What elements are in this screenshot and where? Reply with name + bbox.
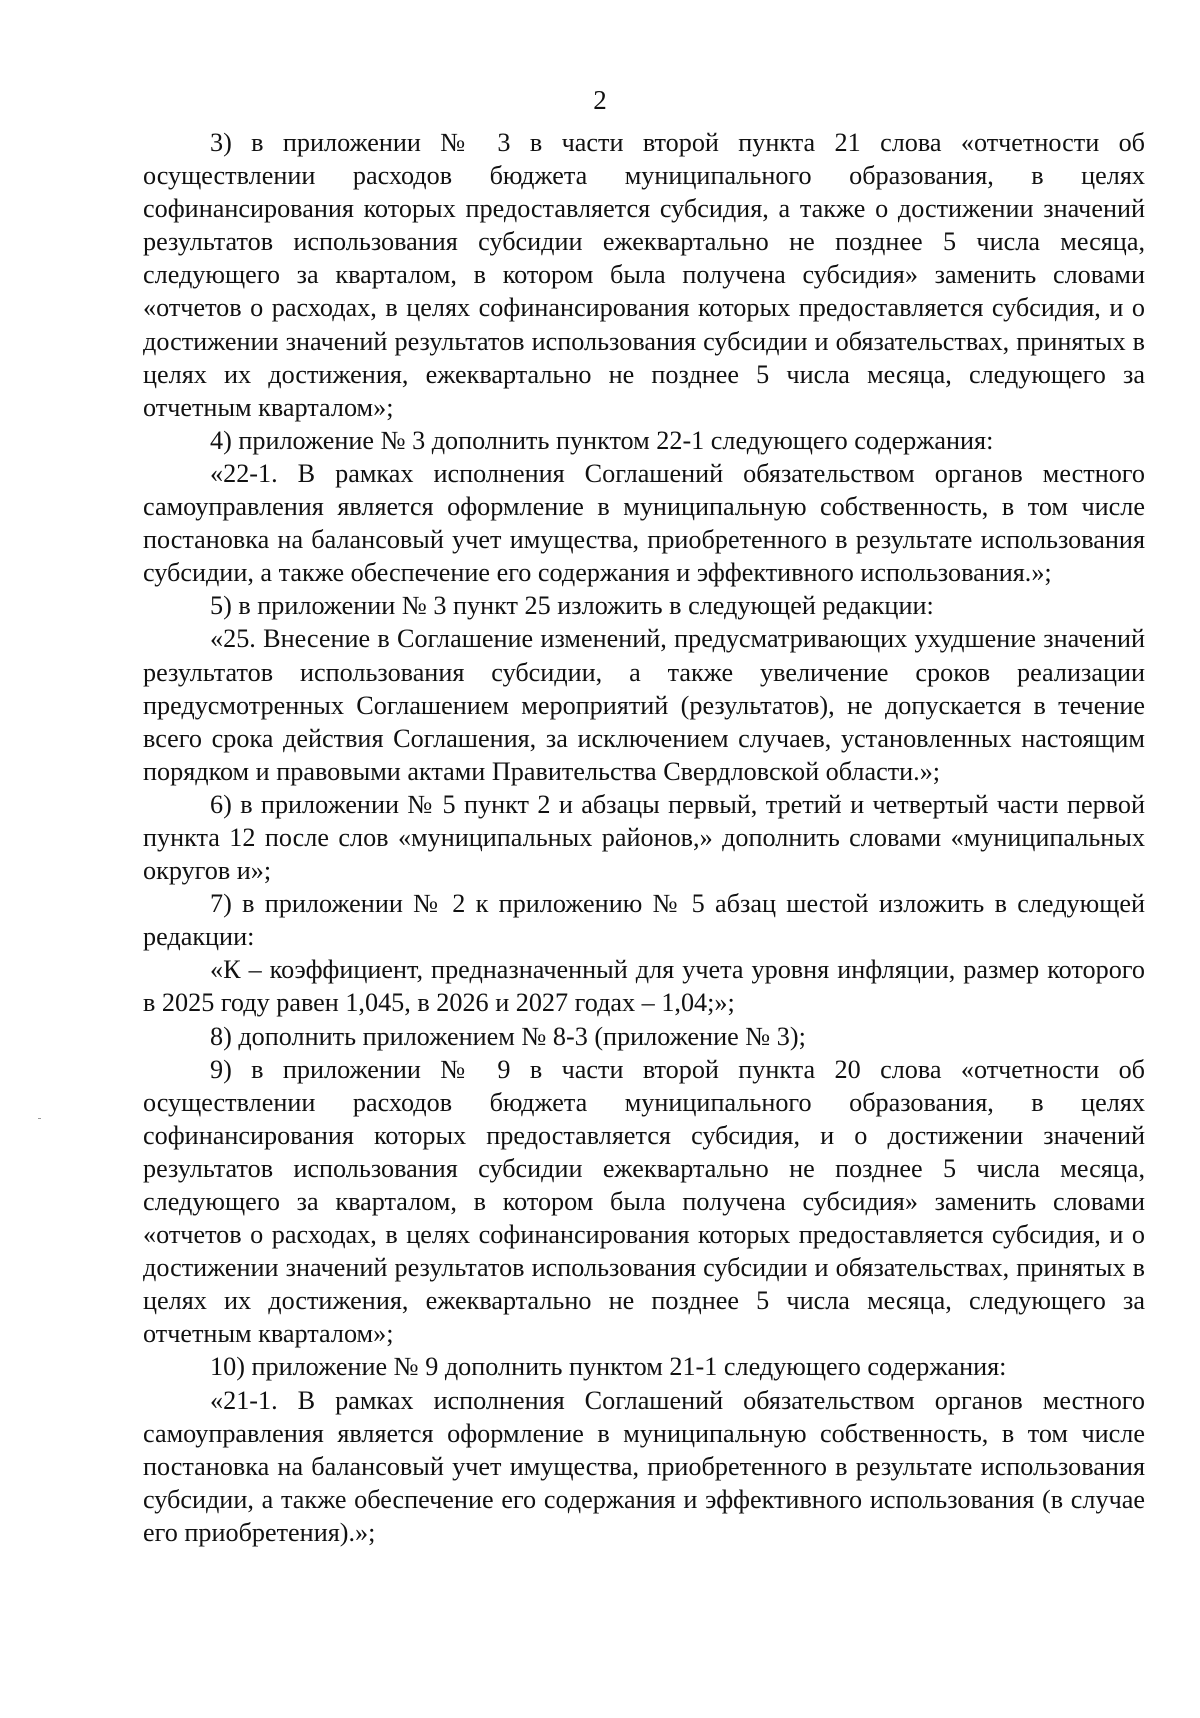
paragraph-quote-21-1: «21-1. В рамках исполнения Соглашений обязательством органов местного самоуправления является оформление в муниципальную собственность, в том числе постановка на балансовый учет имущества, приобретенного в результате использования субсидии, а также обеспечение его содержания и эффективного использования (в случае его приобретения).»;	[143, 1385, 1145, 1547]
paragraph-quote-22-1: «22-1. В рамках исполнения Соглашений обязательством органов местного самоуправления является оформление в муниципальную собственность, в том числе постановка на балансовый учет имущества, приобретенного в результате использования субсидии, а также обеспечение его содержания и эффективного использования.»;	[143, 458, 1145, 588]
paragraph-item-6: 6) в приложении № 5 пункт 2 и абзацы первый, третий и четвертый части первой пункта 12 после слов «муниципальных районов,» дополнить словами «муниципальных округов и»;	[143, 789, 1145, 886]
paragraph-item-8: 8) дополнить приложением № 8-3 (приложение № 3);	[210, 1021, 806, 1051]
paragraph-item-9: 9) в приложении № 9 в части второй пункта 20 слова «отчетности об осуществлении расходов бюджета муниципального образования, в целях софинансирования которых предоставляется субсидия, и о достижении значений результатов использования субсидии ежеквартально не позднее 5 числа месяца, следующего за кварталом, в котором была получена субсидия» заменить словами «отчетов о расходах, в целях софинансирования которых предоставляется субсидия, и о достижении значений результатов использования субсидии и обязательствах, принятых в целях их достижения, ежеквартально не позднее 5 числа месяца, следующего за отчетным кварталом»;	[143, 1054, 1145, 1349]
document-body	[143, 126, 1145, 1549]
paragraph-item-3: 3) в приложении № 3 в части второй пункта 21 слова «отчетности об осуществлении расходов бюджета муниципального образования, в целях софинансирования которых предоставляется субсидия, а также о достижении значений результатов использования субсидии ежеквартально не позднее 5 числа месяца, следующего за кварталом, в котором была получена субсидия» заменить словами «отчетов о расходах, в целях софинансирования которых предоставляется субсидия, и о достижении значений результатов использования субсидии и обязательствах, принятых в целях их достижения, ежеквартально не позднее 5 числа месяца, следующего за отчетным кварталом»;	[143, 128, 1145, 422]
scan-speck	[38, 1118, 41, 1119]
paragraph-quote-25: «25. Внесение в Соглашение изменений, предусматривающих ухудшение значений результатов использования субсидии, а также увеличение сроков реализации предусмотренных Соглашением мероприятий (результатов), не допускается в течение всего срока действия Соглашения, за исключением случаев, установленных настоящим порядком и правовыми актами Правительства Свердловской области.»;	[143, 624, 1145, 786]
paragraph-item-4: 4) приложение № 3 дополнить пунктом 22-1 следующего содержания:	[210, 425, 994, 455]
paragraph-quote-k-coefficient: «К – коэффициент, предназначенный для учета уровня инфляции, размер которого в 2025 году равен 1,045, в 2026 и 2027 годах – 1,04;»;	[143, 955, 1145, 1018]
paragraph-item-7: 7) в приложении № 2 к приложению № 5 абзац шестой изложить в следующей редакции:	[143, 889, 1145, 952]
paragraph-item-10: 10) приложение № 9 дополнить пунктом 21-1 следующего содержания:	[210, 1352, 1007, 1382]
paragraph-item-5: 5) в приложении № 3 пункт 25 изложить в следующей редакции:	[210, 591, 934, 621]
page-number: 2	[593, 85, 607, 115]
